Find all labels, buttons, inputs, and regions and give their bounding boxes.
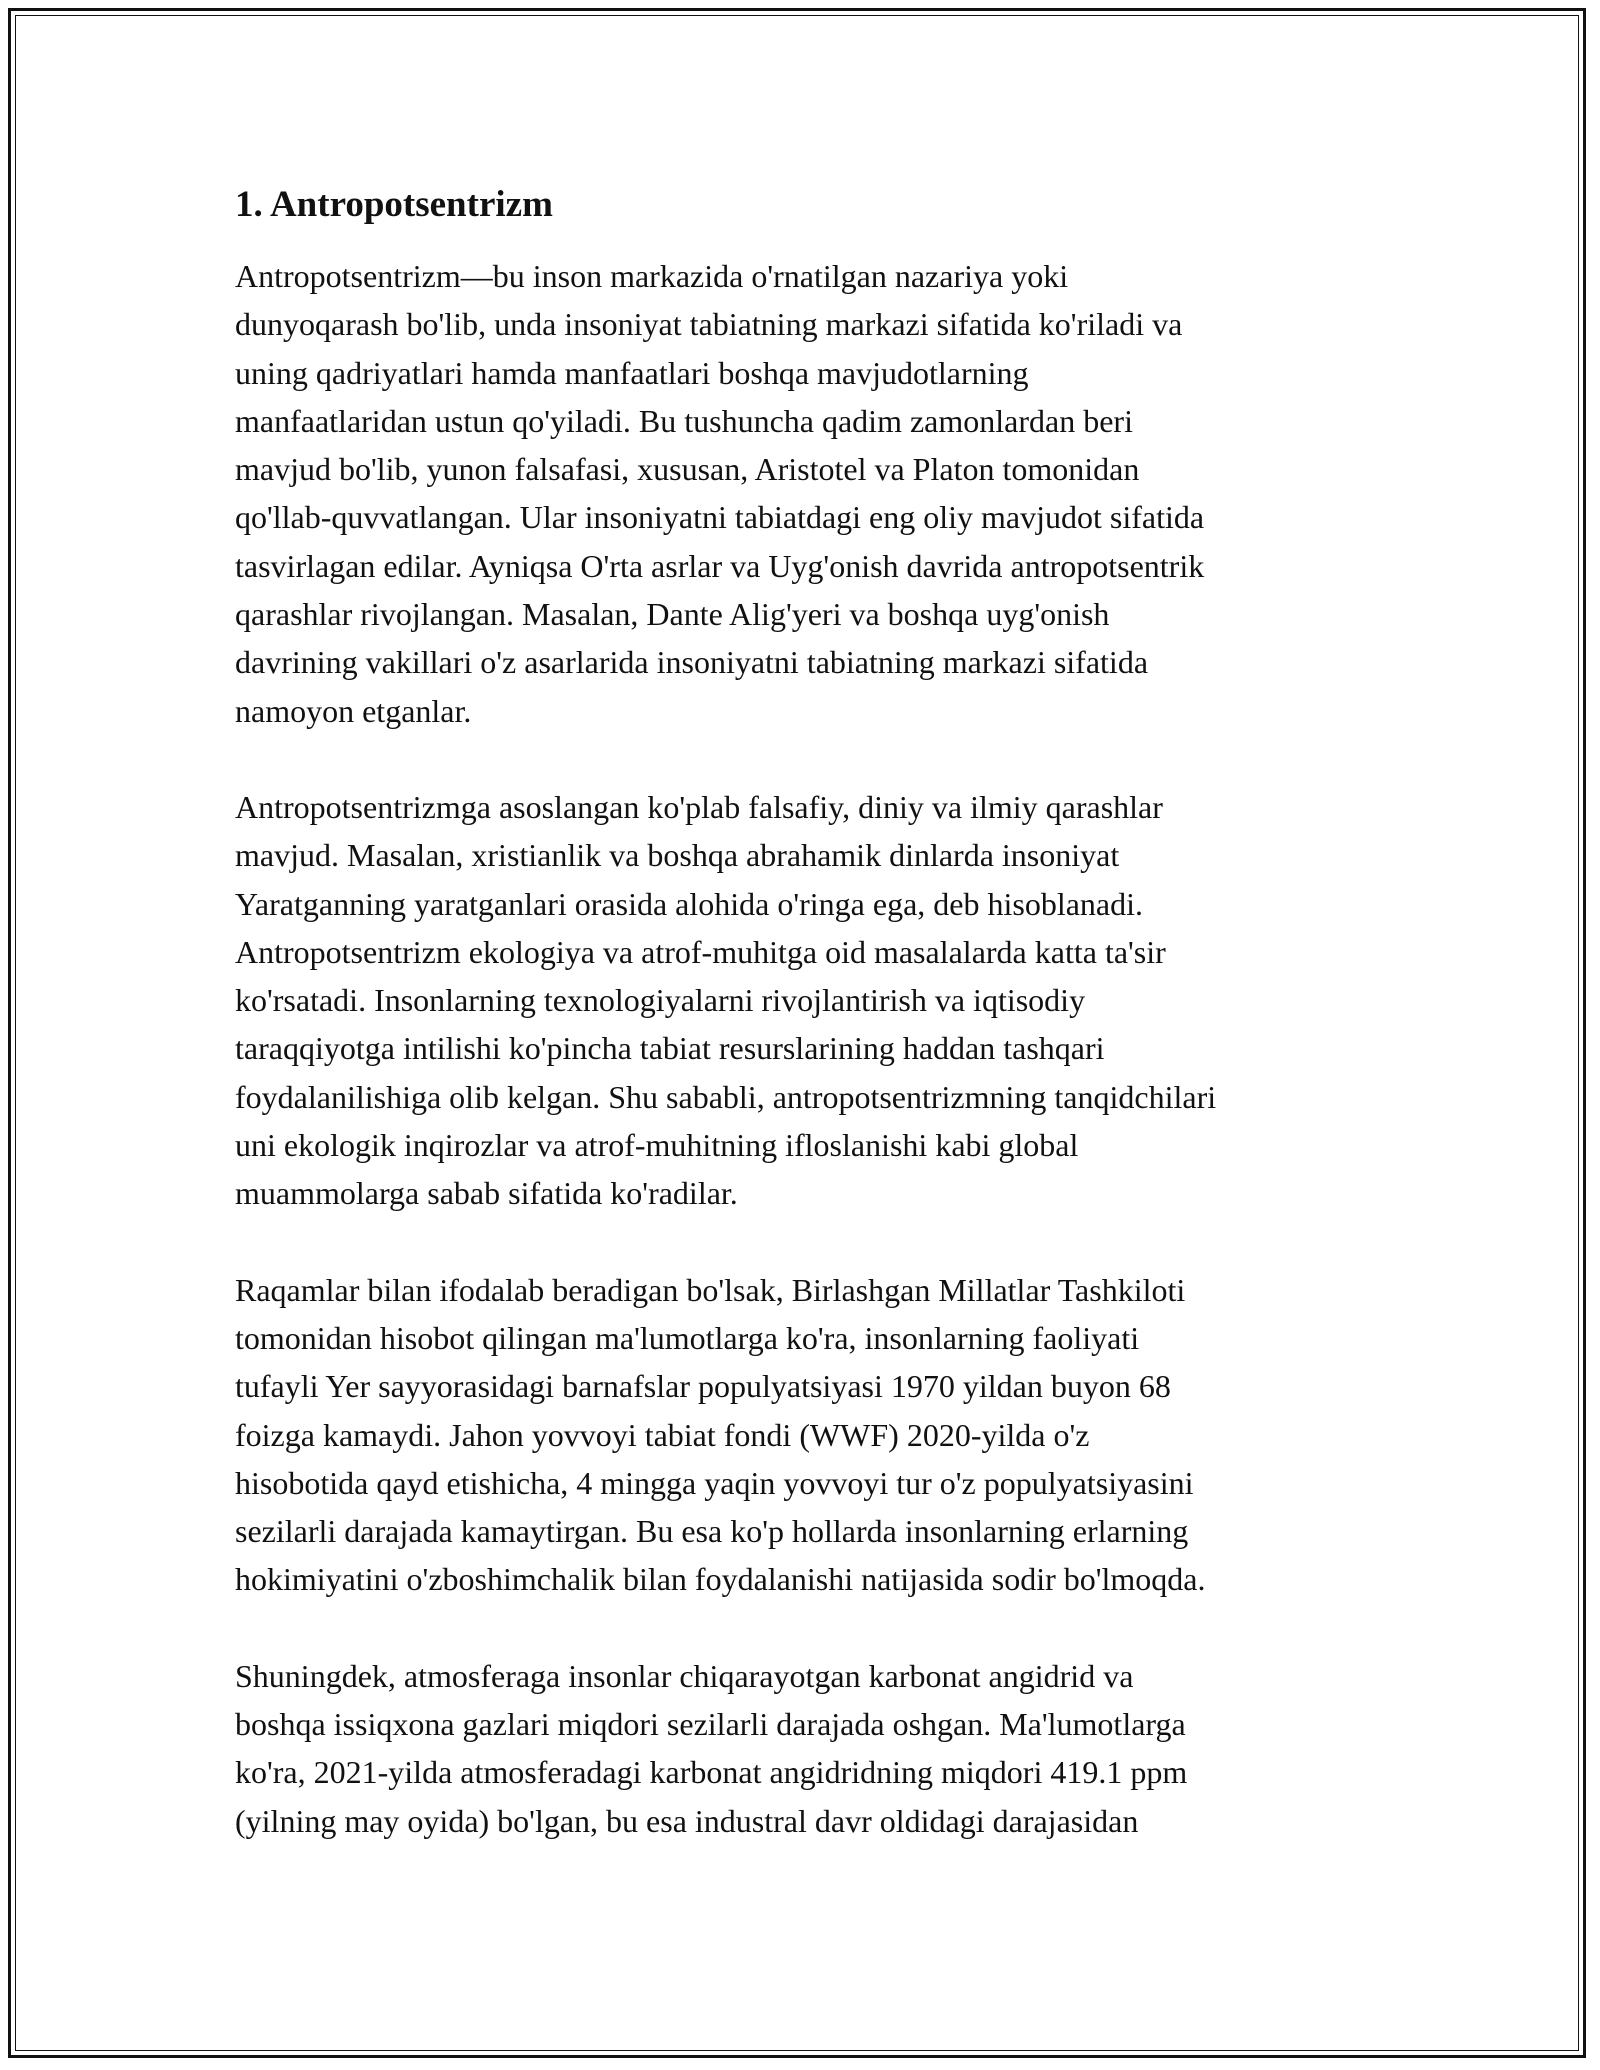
section-heading: 1. Antropotsentrizm	[235, 184, 553, 225]
paragraph-1: Antropotsentrizm—bu inson markazida o'rnatilgan nazariya yoki dunyoqarash bo'lib, unda insoniyat tabiatning markazi sifatida ko'riladi va uning qadriyatlari hamda manfaatlari boshqa mavjudotlarning manfaatlaridan ustun qo'yiladi. Bu tushuncha qadim zamonlardan beri mavjud bo'lib, yunon falsafasi, xususan, Aristotel va Platon tomonidan qo'llab-quvvatlangan. Ular insoniyatni tabiatdagi eng oliy mavjudot sifatida tasvirlagan edilar. Ayniqsa O'rta asrlar va Uyg'onish davrida antropotsentrik qarashlar rivojlangan. Masalan, Dante Alig'yeri va boshqa uyg'onish davrining vakillari o'z asarlarida insoniyatni tabiatning markazi sifatida namoyon etganlar.	[235, 258, 1205, 729]
paragraph-2: Antropotsentrizmga asoslangan ko'plab falsafiy, diniy va ilmiy qarashlar mavjud. Masalan, xristianlik va boshqa abrahamik dinlarda insoniyat Yaratganning yaratganlari orasida alohida o'ringa ega, deb hisoblanadi. Antropotsentrizm ekologiya va atrof-muhitga oid masalalarda katta ta'sir ko'rsatadi. Insonlarning texnologiyalarni rivojlantirish va iqtisodiy taraqqiyotga intilishi ko'pincha tabiat resurslarining haddan tashqari foydalanilishiga olib kelgan. Shu sababli, antropotsentrizmning tanqidchilari uni ekologik inqirozlar va atrof-muhitning ifloslanishi kabi global muammolarga sabab sifatida ko'radilar.	[235, 788, 1217, 1212]
document-body	[235, 182, 1365, 1893]
paragraph-3: Raqamlar bilan ifodalab beradigan bo'lsak, Birlashgan Millatlar Tashkiloti tomonidan hisobot qilingan ma'lumotlarga ko'ra, insonlarning faoliyati tufayli Yer sayyorasidagi barnafslar populyatsiyasi 1970 yildan buyon 68 foizga kamaydi. Jahon yovvoyi tabiat fondi (WWF) 2020-yilda o'z hisobotida qayd etishicha, 4 mingga yaqin yovvoyi tur o'z populyatsiyasini sezilarli darajada kamaytirgan. Bu esa ko'p hollarda insonlarning erlarning hokimiyatini o'zboshimchalik bilan foydalanishi natijasida sodir bo'lmoqda.	[235, 1271, 1206, 1598]
paragraph-4: Shuningdek, atmosferaga insonlar chiqarayotgan karbonat angidrid va boshqa issiqxona gazlari miqdori sezilarli darajada oshgan. Ma'lumotlarga ko'ra, 2021-yilda atmosferadagi karbonat angidridning miqdori 419.1 ppm (yilning may oyida) bo'lgan, bu esa industral davr oldidagi darajasidan	[235, 1657, 1188, 1839]
